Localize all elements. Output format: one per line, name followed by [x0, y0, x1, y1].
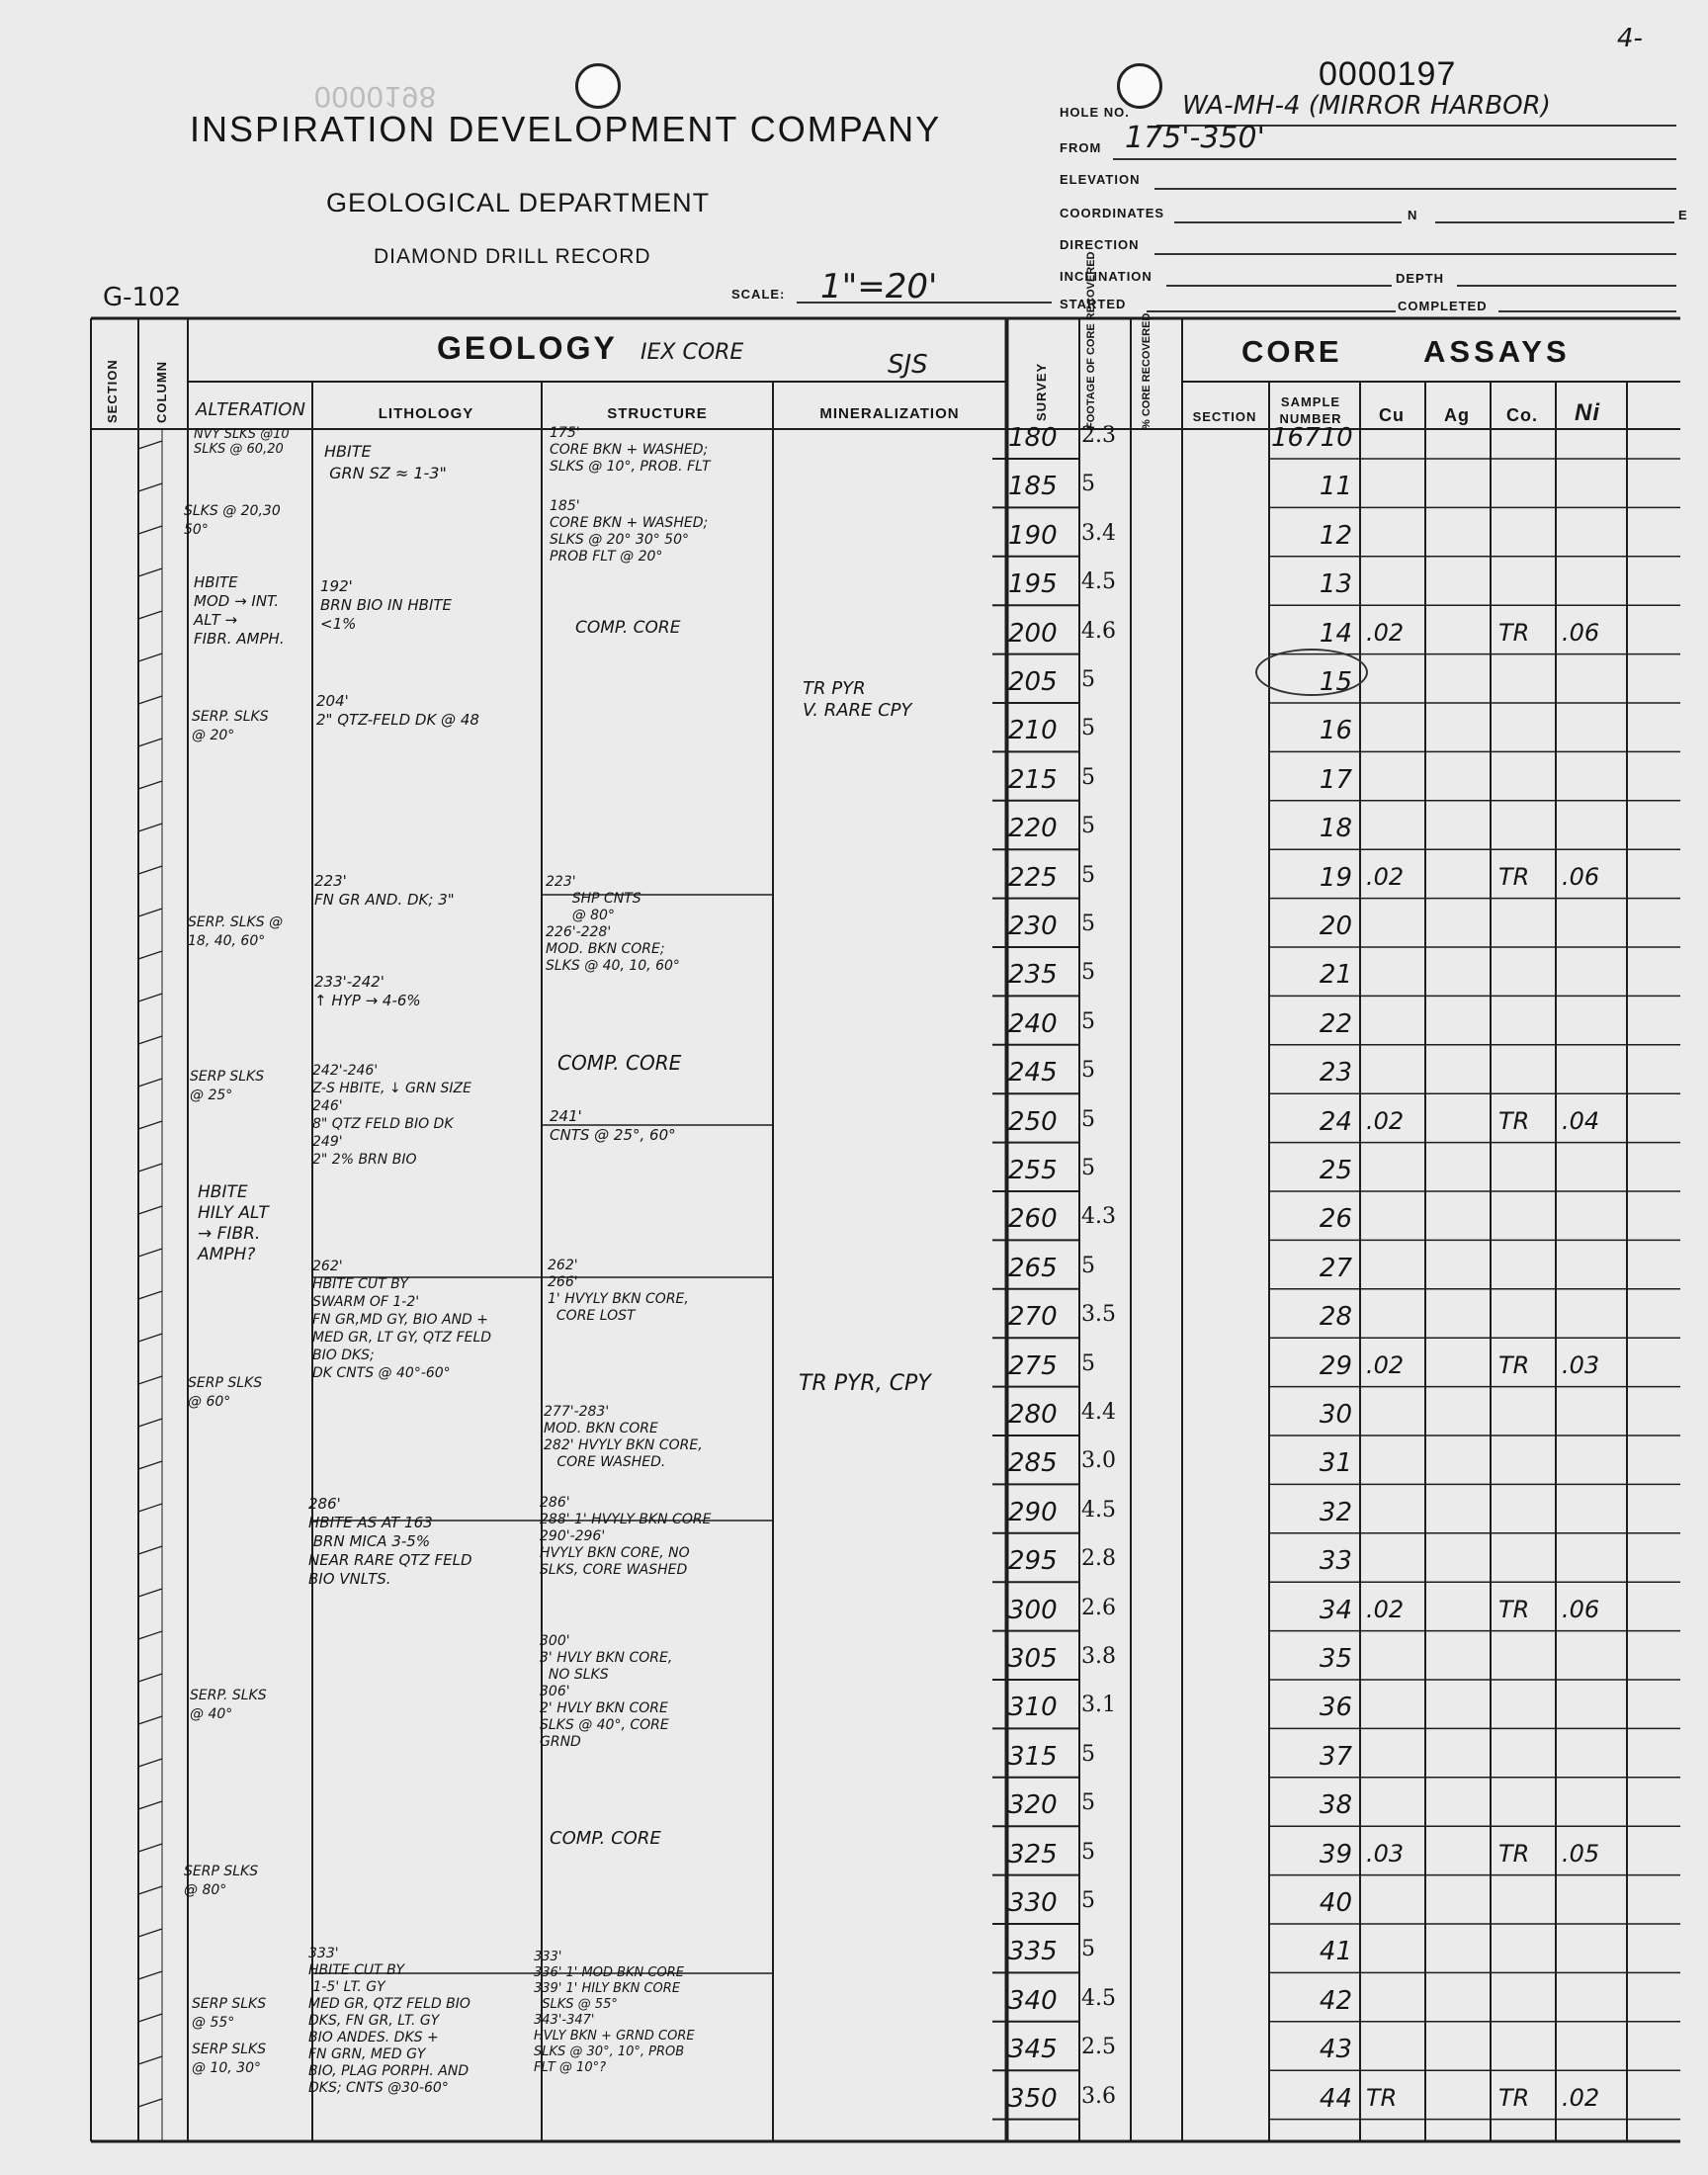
col-footage: FOOTAGE OF CORE RECOVERED	[1085, 251, 1097, 429]
footage-recovered: 5	[1081, 1253, 1095, 1278]
footage-recovered: 3.6	[1081, 2083, 1116, 2109]
top-right-mark: 4-	[1617, 24, 1643, 53]
column-sketch-line	[138, 1419, 162, 1427]
column-sketch-line	[138, 1929, 162, 1937]
geology-initials: SJS	[888, 350, 928, 380]
column-sketch-line	[138, 1631, 162, 1639]
assays-title: ASSAYS	[1423, 334, 1571, 369]
footage-recovered: 5	[1081, 1106, 1095, 1132]
n-label: N	[1408, 208, 1418, 222]
sample-number: 43	[1319, 2035, 1352, 2065]
footage-recovered: 5	[1081, 1350, 1095, 1376]
started-label: STARTED	[1060, 297, 1127, 311]
col-column: COLUMN	[154, 360, 169, 423]
ni-value: .05	[1562, 1839, 1600, 1868]
ni-value: .03	[1562, 1350, 1600, 1379]
structure-note: 185' CORE BKN + WASHED; SLKS @ 20° 30° 50° PROB FLT @ 20°	[550, 498, 709, 565]
alteration-note: SERP SLKS @ 60°	[188, 1375, 263, 1410]
col-ag: Ag	[1444, 405, 1470, 425]
column-sketch-line	[138, 1121, 162, 1129]
column-sketch-line	[138, 909, 162, 916]
sample-number: 21	[1319, 960, 1352, 991]
structure-note: 175' CORE BKN + WASHED; SLKS @ 10°, PROB. FLT	[550, 425, 711, 475]
sample-number: 29	[1319, 1350, 1352, 1381]
col-lithology: LITHOLOGY	[378, 405, 474, 422]
survey-depth: 200	[1008, 618, 1058, 649]
survey-depth: 215	[1008, 764, 1058, 795]
sample-number: 42	[1319, 1985, 1352, 2016]
footage-recovered: 5	[1081, 1888, 1095, 1913]
survey-depth: 255	[1008, 1156, 1058, 1185]
footage-recovered: 5	[1081, 1839, 1095, 1865]
cu-value: .02	[1366, 1106, 1405, 1135]
col-section-geology: SECTION	[105, 359, 120, 423]
survey-depth: 270	[1008, 1302, 1058, 1333]
column-sketch-line	[138, 866, 162, 874]
co-value: TR	[1498, 618, 1530, 647]
survey-depth: 230	[1008, 912, 1058, 941]
sample-number: 12	[1319, 520, 1352, 551]
from-value: 175'-350'	[1125, 121, 1265, 155]
alteration-note: SERP SLKS @ 10, 30°	[192, 2042, 267, 2076]
column-sketch-line	[138, 1036, 162, 1044]
column-sketch-line	[138, 1504, 162, 1512]
survey-depth: 285	[1008, 1448, 1058, 1479]
footage-recovered: 3.0	[1081, 1448, 1116, 1474]
column-sketch-line	[138, 1759, 162, 1767]
column-sketch-line	[138, 824, 162, 831]
footage-recovered: 4.5	[1081, 1985, 1116, 2011]
column-sketch-line	[138, 2099, 162, 2107]
column-sketch-line	[138, 441, 162, 449]
co-value: TR	[1498, 862, 1530, 891]
footage-recovered: 5	[1081, 1790, 1095, 1816]
structure-note: 286' 288' 1' HVYLY BKN CORE 290'-296' HVYLY BKN CORE, NO SLKS, CORE WASHED	[540, 1495, 712, 1578]
sample-number: 17	[1319, 764, 1352, 795]
col-sample-number: SAMPLE NUMBER	[1279, 394, 1342, 426]
column-sketch-line	[138, 1801, 162, 1809]
survey-depth: 275	[1008, 1350, 1058, 1381]
structure-note: COMP. CORE	[575, 618, 681, 638]
footage-recovered: 4.6	[1081, 618, 1116, 644]
core-title: CORE	[1241, 334, 1342, 369]
sample-number: 34	[1319, 1595, 1352, 1625]
survey-depth: 310	[1008, 1693, 1058, 1723]
ni-value: .04	[1562, 1106, 1600, 1135]
survey-depth: 235	[1008, 960, 1058, 991]
lithology-note: 192' BRN BIO IN HBITE <1%	[320, 577, 453, 633]
co-value: TR	[1498, 1106, 1530, 1135]
col-ni: Ni	[1575, 399, 1600, 426]
structure-note: COMP. CORE	[550, 1828, 661, 1849]
sample-number: 25	[1319, 1156, 1352, 1185]
sample-number: 33	[1319, 1546, 1352, 1577]
sample-number: 14	[1319, 618, 1352, 649]
footage-recovered: 4.4	[1081, 1400, 1116, 1425]
structure-note: COMP. CORE	[557, 1051, 682, 1075]
sample-number: 16710	[1271, 423, 1353, 453]
coordinates-label: COORDINATES	[1060, 206, 1165, 220]
survey-depth: 300	[1008, 1595, 1058, 1625]
survey-depth: 340	[1008, 1985, 1058, 2016]
survey-depth: 305	[1008, 1644, 1058, 1674]
survey-depth: 330	[1008, 1888, 1058, 1918]
column-sketch-line	[138, 1164, 162, 1172]
column-sketch-line	[138, 781, 162, 789]
survey-depth: 250	[1008, 1106, 1058, 1137]
sample-number: 32	[1319, 1497, 1352, 1527]
structure-note: 223' SHP CNTS @ 80° 226'-228' MOD. BKN CORE; SLKS @ 40, 10, 60°	[546, 874, 680, 974]
alteration-note: NVY SLKS @10 SLKS @ 60,20	[194, 427, 290, 457]
survey-depth: 325	[1008, 1839, 1058, 1870]
column-sketch-line	[138, 1674, 162, 1682]
survey-depth: 195	[1008, 569, 1058, 600]
department-title: GEOLOGICAL DEPARTMENT	[326, 188, 711, 218]
sample-circle-mark	[1255, 649, 1368, 696]
lithology-note: 242'-246' Z-S HBITE, ↓ GRN SIZE 246' 8" QTZ FELD BIO DK 249' 2" 2% BRN BIO	[312, 1063, 471, 1168]
column-sketch-line	[138, 653, 162, 661]
survey-depth: 295	[1008, 1546, 1058, 1577]
structure-note: 241' CNTS @ 25°, 60°	[550, 1107, 676, 1144]
sample-number: 19	[1319, 862, 1352, 893]
footage-recovered: 5	[1081, 862, 1095, 888]
column-sketch-line	[138, 1249, 162, 1257]
ni-value: .06	[1562, 1595, 1600, 1623]
column-sketch-line	[138, 568, 162, 576]
footage-recovered: 5	[1081, 814, 1095, 839]
survey-depth: 320	[1008, 1790, 1058, 1821]
sample-number: 23	[1319, 1058, 1352, 1088]
alteration-note: HBITE MOD → INT. ALT → FIBR. AMPH.	[194, 573, 285, 648]
alteration-note: SERP. SLKS @ 18, 40, 60°	[188, 914, 284, 949]
footage-recovered: 4.5	[1081, 569, 1116, 595]
survey-depth: 280	[1008, 1400, 1058, 1430]
column-sketch-line	[138, 1376, 162, 1384]
column-sketch-line	[138, 1971, 162, 1979]
survey-depth: 210	[1008, 716, 1058, 746]
structure-note: 333' 336' 1' MOD BKN CORE 339' 1' HILY BKN CORE SLKS @ 55° 343'-347' HVLY BKN + GRND CORE SLKS @ 30°, 10°, PROB FLT @ 10°?	[534, 1950, 695, 2075]
hole-no-value: WA-MH-4 (MIRROR HARBOR)	[1182, 91, 1551, 121]
col-pct-recovered: % CORE RECOVERED	[1141, 312, 1153, 429]
survey-depth: 350	[1008, 2083, 1058, 2114]
footage-recovered: 5	[1081, 472, 1095, 497]
ni-value: .06	[1562, 618, 1600, 647]
from-label: FROM	[1060, 140, 1102, 155]
mineralization-note: TR PYR V. RARE CPY	[803, 678, 912, 721]
scale-value: 1"=20'	[820, 267, 938, 306]
scale-label: SCALE:	[731, 287, 786, 302]
faint-doc-number: 0000198	[314, 80, 437, 113]
survey-depth: 245	[1008, 1058, 1058, 1088]
column-sketch-line	[138, 1844, 162, 1852]
col-survey: SURVEY	[1034, 362, 1049, 421]
column-sketch-line	[138, 1334, 162, 1342]
footage-recovered: 3.4	[1081, 520, 1116, 546]
sample-number: 40	[1319, 1888, 1352, 1918]
column-sketch-line	[138, 1589, 162, 1597]
footage-recovered: 5	[1081, 1156, 1095, 1180]
survey-depth: 225	[1008, 862, 1058, 893]
footage-recovered: 5	[1081, 1058, 1095, 1084]
column-sketch-line	[138, 483, 162, 491]
footage-recovered: 4.5	[1081, 1497, 1116, 1522]
sample-number: 16	[1319, 716, 1352, 746]
sample-number: 36	[1319, 1693, 1352, 1723]
structure-note: 277'-283' MOD. BKN CORE 282' HVYLY BKN CORE, CORE WASHED.	[544, 1404, 703, 1470]
lithology-note: HBITE GRN SZ ≈ 1-3"	[324, 442, 447, 482]
depth-label: DEPTH	[1396, 271, 1445, 286]
cu-value: .02	[1366, 1350, 1405, 1379]
footage-recovered: 2.5	[1081, 2035, 1116, 2060]
sample-number: 26	[1319, 1204, 1352, 1235]
structure-note: 262' 266' 1' HVYLY BKN CORE, CORE LOST	[548, 1258, 689, 1324]
column-sketch-line	[138, 1291, 162, 1299]
alteration-note: SERP SLKS @ 80°	[184, 1864, 259, 1898]
lithology-note: 233'-242' ↑ HYP → 4-6%	[314, 973, 421, 1009]
column-sketch-line	[138, 1886, 162, 1894]
survey-depth: 265	[1008, 1253, 1058, 1283]
survey-depth: 190	[1008, 520, 1058, 551]
survey-depth: 315	[1008, 1741, 1058, 1772]
survey-depth: 220	[1008, 814, 1058, 844]
sample-number: 37	[1319, 1741, 1352, 1772]
footage-recovered: 3.8	[1081, 1644, 1116, 1669]
sample-number: 44	[1319, 2083, 1352, 2114]
survey-depth: 205	[1008, 667, 1058, 697]
column-sketch-line	[138, 611, 162, 619]
sample-number: 28	[1319, 1302, 1352, 1333]
co-value: TR	[1498, 1839, 1530, 1868]
alteration-note: SERP. SLKS @ 40°	[190, 1688, 267, 1722]
survey-depth: 185	[1008, 472, 1058, 502]
cu-value: .02	[1366, 862, 1405, 891]
col-alteration: ALTERATION	[196, 399, 305, 420]
footage-recovered: 5	[1081, 764, 1095, 790]
sample-number: 15	[1319, 667, 1352, 697]
column-sketch-line	[138, 1206, 162, 1214]
col-structure: STRUCTURE	[607, 405, 708, 422]
sample-number: 30	[1319, 1400, 1352, 1430]
form-code: G-102	[103, 283, 182, 312]
footage-recovered: 3.1	[1081, 1693, 1116, 1718]
column-sketch-line	[138, 1546, 162, 1554]
sample-number: 39	[1319, 1839, 1352, 1870]
alteration-note: SERP SLKS @ 55°	[192, 1996, 267, 2031]
e-label: E	[1678, 208, 1688, 222]
column-sketch-line	[138, 2014, 162, 2022]
sample-number: 22	[1319, 1008, 1352, 1039]
co-value: TR	[1498, 1350, 1530, 1379]
col-co: Co.	[1506, 405, 1538, 425]
co-value: TR	[1498, 1595, 1530, 1623]
column-sketch-line	[138, 951, 162, 959]
footage-recovered: 4.3	[1081, 1204, 1116, 1230]
survey-depth: 345	[1008, 2035, 1058, 2065]
alteration-note: SERP. SLKS @ 20°	[192, 709, 269, 743]
footage-recovered: 2.6	[1081, 1595, 1116, 1620]
sample-number: 20	[1319, 912, 1352, 941]
footage-recovered: 5	[1081, 912, 1095, 936]
column-sketch-line	[138, 1079, 162, 1087]
elevation-label: ELEVATION	[1060, 172, 1141, 187]
column-sketch-line	[138, 526, 162, 534]
co-value: TR	[1498, 2083, 1530, 2112]
column-sketch-line	[138, 2056, 162, 2064]
mineralization-note: TR PYR, CPY	[799, 1371, 931, 1396]
survey-depth: 290	[1008, 1497, 1058, 1527]
company-name: INSPIRATION DEVELOPMENT COMPANY	[190, 109, 942, 149]
record-type: DIAMOND DRILL RECORD	[374, 245, 651, 268]
alteration-note: HBITE HILY ALT → FIBR. AMPH?	[198, 1182, 269, 1264]
cu-value: .02	[1366, 1595, 1405, 1623]
cu-value: TR	[1366, 2083, 1398, 2112]
cu-value: .02	[1366, 618, 1405, 647]
sample-number: 18	[1319, 814, 1352, 844]
column-sketch-line	[138, 1461, 162, 1469]
survey-depth: 260	[1008, 1204, 1058, 1235]
survey-depth: 335	[1008, 1937, 1058, 1967]
footage-recovered: 3.5	[1081, 1302, 1116, 1328]
survey-depth: 240	[1008, 1008, 1058, 1039]
lithology-note: 286' HBITE AS AT 163 BRN MICA 3-5% NEAR RARE QTZ FELD BIO VNLTS.	[308, 1495, 472, 1588]
sample-number: 24	[1319, 1106, 1352, 1137]
col-cu: Cu	[1379, 405, 1405, 425]
lithology-note: 223' FN GR AND. DK; 3"	[314, 872, 455, 909]
ni-value: .06	[1562, 862, 1600, 891]
direction-label: DIRECTION	[1060, 237, 1140, 252]
lithology-note: 333' HBITE CUT BY 1-5' LT. GY MED GR, QTZ FELD BIO DKS, FN GR, LT. GY BIO ANDES. DKS + FN GRN, MED GY BIO, PLAG PORPH. AND DKS; CNTS @30-60°	[308, 1946, 470, 2096]
ni-value: .02	[1562, 2083, 1600, 2112]
sample-number: 27	[1319, 1253, 1352, 1283]
sample-number: 11	[1319, 472, 1352, 502]
geology-annotation: IEX CORE	[640, 340, 744, 365]
hole-no-label: HOLE NO.	[1060, 105, 1130, 120]
footage-recovered: 5	[1081, 1008, 1095, 1034]
sample-number: 13	[1319, 569, 1352, 600]
structure-note: 300' 3' HVLY BKN CORE, NO SLKS 306' 2' HVLY BKN CORE SLKS @ 40°, CORE GRND	[540, 1633, 673, 1750]
sample-number: 38	[1319, 1790, 1352, 1821]
completed-label: COMPLETED	[1398, 299, 1488, 313]
footage-recovered: 2.3	[1081, 423, 1116, 448]
lithology-note: 204' 2" QTZ-FELD DK @ 48	[316, 692, 479, 729]
column-sketch-line	[138, 994, 162, 1001]
alteration-note: SLKS @ 20,30 50°	[184, 503, 281, 538]
footage-recovered: 5	[1081, 960, 1095, 986]
col-section-assay: SECTION	[1192, 409, 1257, 424]
footage-recovered: 2.8	[1081, 1546, 1116, 1572]
footage-recovered: 5	[1081, 667, 1095, 692]
footage-recovered: 5	[1081, 1937, 1095, 1962]
sample-number: 41	[1319, 1937, 1352, 1967]
footage-recovered: 5	[1081, 1741, 1095, 1767]
col-mineralization: MINERALIZATION	[819, 405, 960, 422]
geology-title: GEOLOGY	[437, 330, 618, 366]
column-sketch-line	[138, 696, 162, 704]
survey-depth: 180	[1008, 423, 1058, 453]
column-sketch-line	[138, 739, 162, 746]
column-sketch-line	[138, 1716, 162, 1724]
footage-recovered: 5	[1081, 716, 1095, 741]
lithology-note: 262' HBITE CUT BY SWARM OF 1-2' FN GR,MD GY, BIO AND + MED GR, LT GY, QTZ FELD BIO DKS; DK CNTS @ 40°-60°	[312, 1259, 492, 1381]
cu-value: .03	[1366, 1839, 1405, 1868]
sample-number: 35	[1319, 1644, 1352, 1674]
inclination-label: INCLINATION	[1060, 269, 1153, 284]
doc-number: 0000197	[1319, 55, 1457, 93]
sample-number: 31	[1319, 1448, 1352, 1479]
alteration-note: SERP SLKS @ 25°	[190, 1069, 265, 1103]
